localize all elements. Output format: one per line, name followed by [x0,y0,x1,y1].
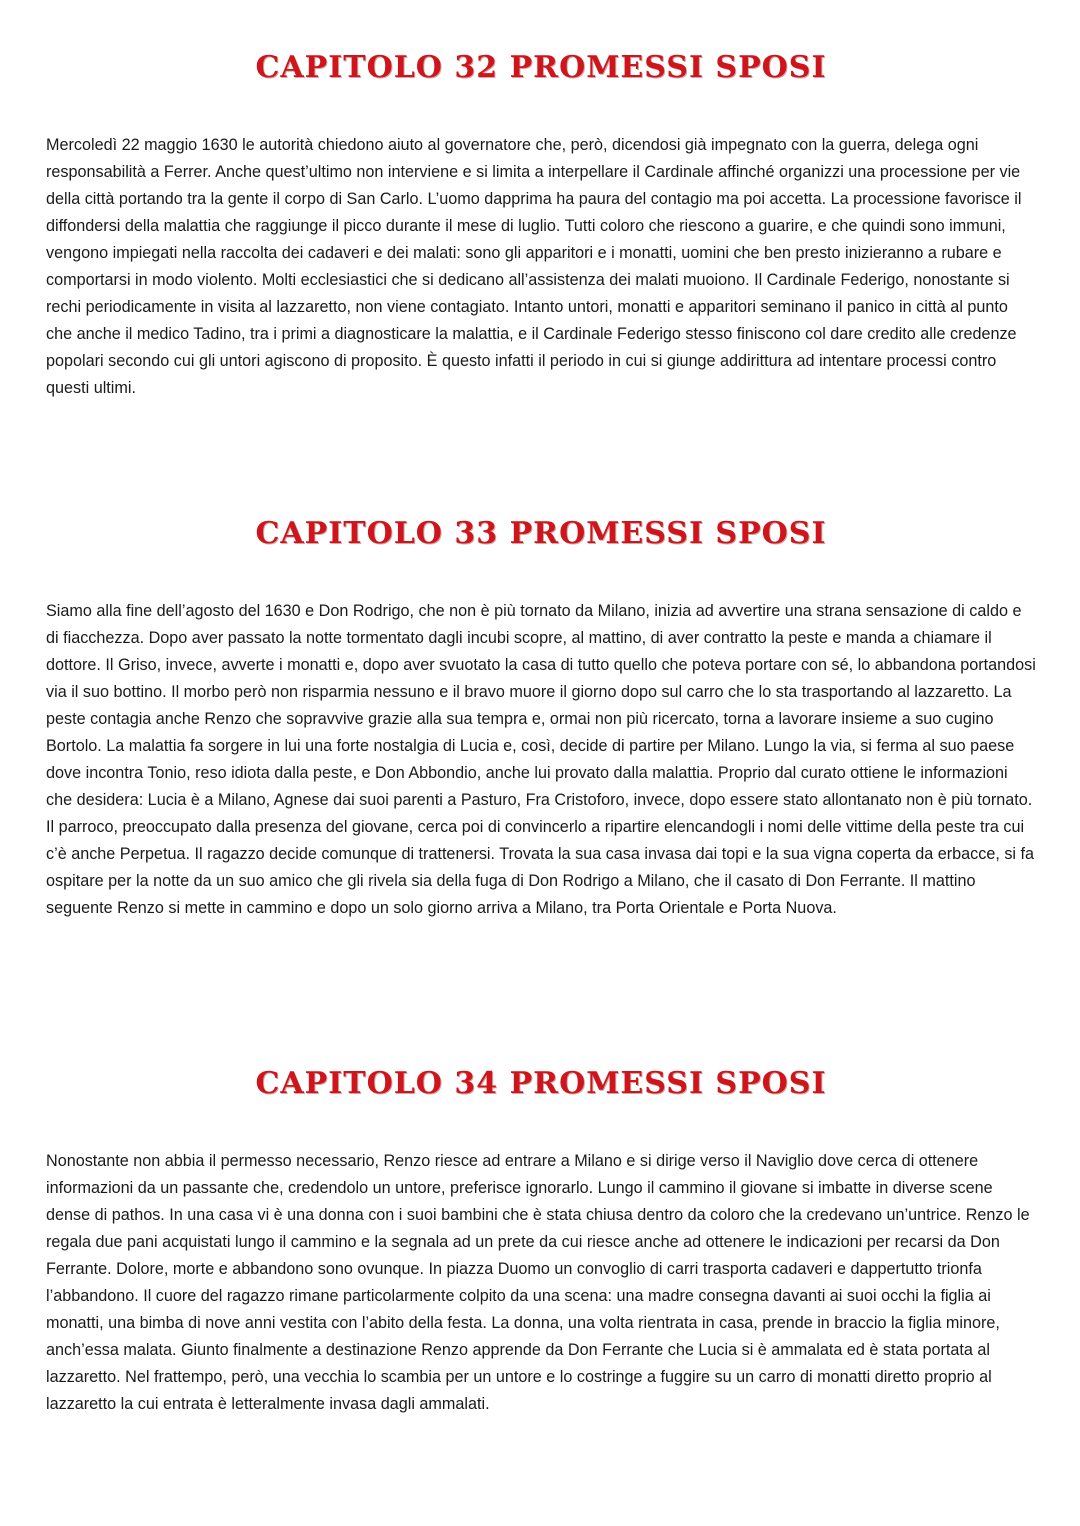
chapter-34-title: CAPITOLO 34 PROMESSI SPOSI [255,1066,827,1101]
chapter-33-title: CAPITOLO 33 PROMESSI SPOSI [255,516,827,551]
chapter-32-summary: Mercoledì 22 maggio 1630 le autorità chiedono aiuto al governatore che, però, dicendosi già impegnato con la guerra, delega ogni responsabilità a Ferrer. Anche quest’ultimo non interviene e si limita a interpellare il Cardinale affinché organizzi una processione per vie della città portando tra la gente il corpo di San Carlo. L’uomo dapprima ha paura del contagio ma poi accetta. La processione favorisce il diffondersi della malattia che raggiunge il picco durante il mese di luglio. Tutti coloro che riescono a guarire, e che quindi sono immuni, vengono impiegati nella raccolta dei cadaveri e dei malati: sono gli apparitori e i monatti, uomini che ben presto inizieranno a rubare e comportarsi in modo violento. Molti ecclesiastici che si dedicano all’assistenza dei malati muoiono. Il Cardinale Federigo, nonostante si rechi periodicamente in visita al lazzaretto, non viene contagiato. Intanto untori, monatti e apparitori seminano il panico in città al punto che anche il medico Tadino, tra i primi a diagnosticare la malattia, e il Cardinale Federigo stesso finiscono col dare credito alle credenze popolari secondo cui gli untori agiscono di proposito. È questo infatti il periodo in cui si giunge addirittura ad intentare processi contro questi ultimi. [46,136,1022,397]
chapter-34-section [46,1066,1036,1418]
chapter-33-section [46,516,1036,922]
chapter-33-summary: Siamo alla fine dell’agosto del 1630 e Don Rodrigo, che non è più tornato da Milano, inizia ad avvertire una strana sensazione di caldo e di fiacchezza. Dopo aver passato la notte tormentato dagli incubi scopre, al mattino, di aver contratto la peste e manda a chiamare il dottore. Il Griso, invece, avverte i monatti e, dopo aver svuotato la casa di tutto quello che poteva portare con sé, lo abbandona portandosi via il suo bottino. Il morbo però non risparmia nessuno e il bravo muore il giorno dopo sul carro che lo sta trasportando al lazzaretto. La peste contagia anche Renzo che sopravvive grazie alla sua tempra e, ormai non più ricercato, torna a lavorare insieme a suo cugino Bortolo. La malattia fa sorgere in lui una forte nostalgia di Lucia e, così, decide di partire per Milano. Lungo la via, si ferma al suo paese dove incontra Tonio, reso idiota dalla peste, e Don Abbondio, anche lui provato dalla malattia. Proprio dal curato ottiene le informazioni che desidera: Lucia è a Milano, Agnese dai suoi parenti a Pasturo, Fra Cristoforo, invece, dopo essere stato allontanato non è più tornato. Il parroco, preoccupato dalla presenza del giovane, cerca poi di convincerlo a ripartire elencandogli i nomi delle vittime della peste tra cui c’è anche Perpetua. Il ragazzo decide comunque di trattenersi. Trovata la sua casa invasa dai topi e la sua vigna coperta da erbacce, si fa ospitare per la notte da un suo amico che gli rivela sia della fuga di Don Rodrigo a Milano, che il casato di Don Ferrante. Il mattino seguente Renzo si mette in cammino e dopo un solo giorno arriva a Milano, tra Porta Orientale e Porta Nuova. [46,602,1036,917]
chapter-32-section [46,50,1036,402]
chapter-34-summary: Nonostante non abbia il permesso necessario, Renzo riesce ad entrare a Milano e si dirige verso il Naviglio dove cerca di ottenere informazioni da un passante che, credendolo un untore, preferisce ignorarlo. Lungo il cammino il giovane si imbatte in diverse scene dense di pathos. In una casa vi è una donna con i suoi bambini che è stata chiusa dentro da coloro che la credevano un’untrice. Renzo le regala due pani acquistati lungo il cammino e la segnala ad un prete da cui riesce anche ad ottenere le indicazioni per recarsi da Don Ferrante. Dolore, morte e abbandono sono ovunque. In piazza Duomo un convoglio di carri trasporta cadaveri e dappertutto trionfa l’abbandono. Il cuore del ragazzo rimane particolarmente colpito da una scena: una madre consegna davanti ai suoi occhi la figlia ai monatti, una bimba di nove anni vestita con l’abito della festa. La donna, una volta rientrata in casa, prende in braccio la figlia minore, anch’essa malata. Giunto finalmente a destinazione Renzo apprende da Don Ferrante che Lucia si è ammalata ed è stata portata al lazzaretto. Nel frattempo, però, una vecchia lo scambia per un untore e lo costringe a fuggire su un carro di monatti diretto proprio al lazzaretto la cui entrata è letteralmente invasa dagli ammalati. [46,1152,1030,1413]
chapter-32-title: CAPITOLO 32 PROMESSI SPOSI [255,50,827,85]
